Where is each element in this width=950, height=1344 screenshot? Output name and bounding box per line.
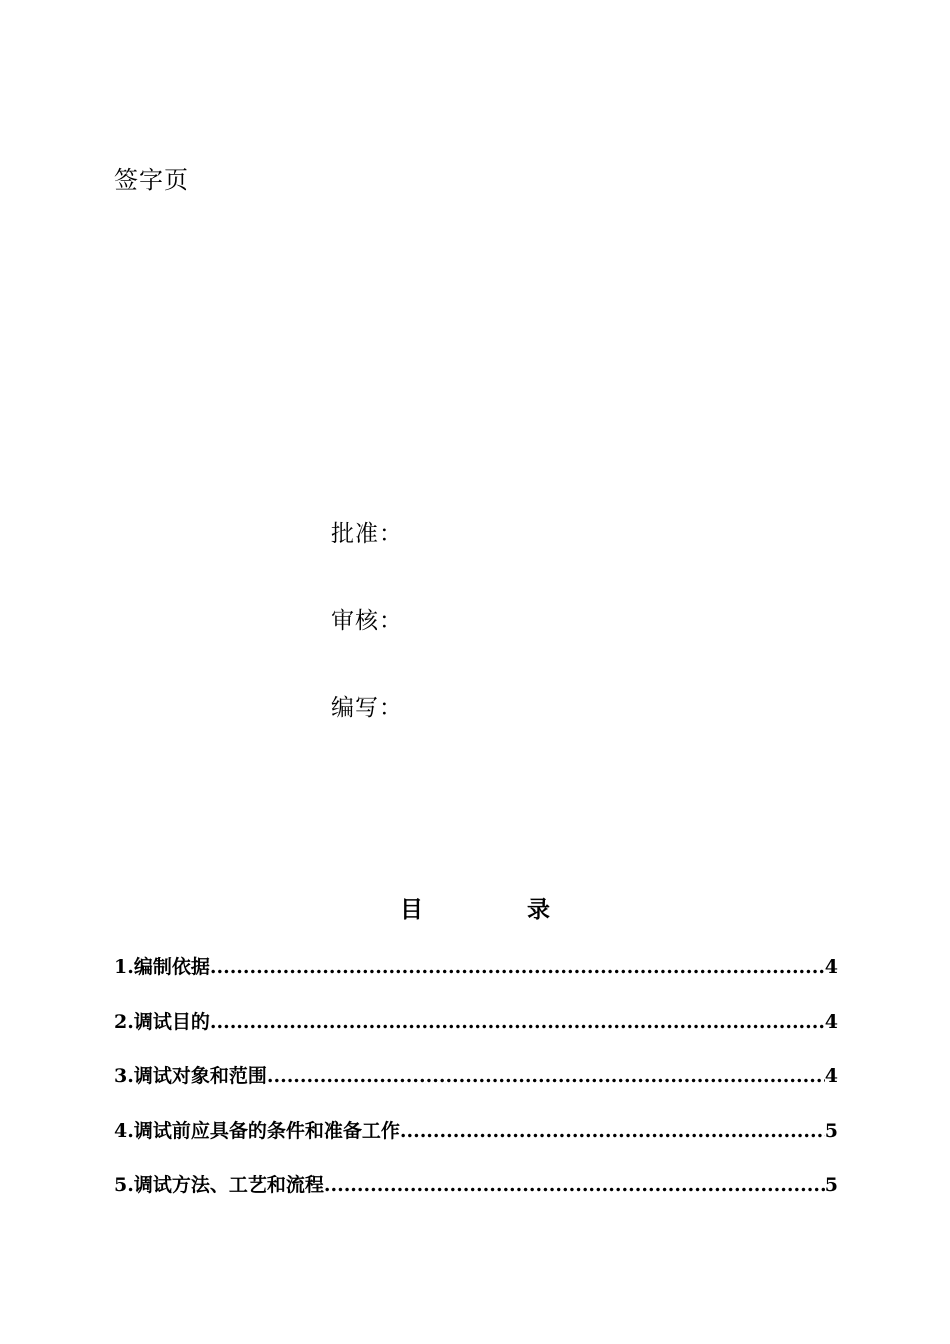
toc-list xyxy=(114,948,838,1221)
toc-heading xyxy=(0,890,950,930)
toc-item-page: 4 xyxy=(824,956,838,978)
toc-item-label: 3.调试对象和范围 xyxy=(114,1065,267,1087)
toc-item[interactable] xyxy=(114,1003,838,1041)
toc-leader-dots xyxy=(210,948,825,986)
toc-item-label: 5.调试方法、工艺和流程 xyxy=(114,1174,324,1196)
toc-leader-dots xyxy=(400,1112,825,1150)
toc-item[interactable] xyxy=(114,1057,838,1095)
toc-leader-dots xyxy=(324,1166,825,1204)
toc-item-label: 2.调试目的 xyxy=(114,1010,210,1033)
approval-label: 批准： xyxy=(331,521,403,547)
toc-item-label: 4.调试前应具备的条件和准备工作 xyxy=(114,1119,400,1142)
toc-item[interactable] xyxy=(114,1112,838,1150)
signature-block xyxy=(331,516,403,777)
toc-item[interactable] xyxy=(114,1166,838,1204)
toc-item-page: 5 xyxy=(824,1119,838,1142)
author-label: 编写： xyxy=(331,695,403,721)
page-title: 签字页 xyxy=(114,166,189,194)
toc-item-page: 5 xyxy=(824,1174,838,1196)
review-label: 审核： xyxy=(331,608,403,634)
toc-item-label: 1.编制依据 xyxy=(114,956,210,978)
toc-item-page: 4 xyxy=(824,1065,838,1087)
toc-item-page: 4 xyxy=(824,1010,838,1033)
toc-item[interactable] xyxy=(114,948,838,986)
toc-heading-left: 目 xyxy=(400,896,423,923)
toc-heading-right: 录 xyxy=(527,896,550,923)
toc-leader-dots xyxy=(267,1057,825,1095)
toc-leader-dots xyxy=(210,1003,825,1041)
